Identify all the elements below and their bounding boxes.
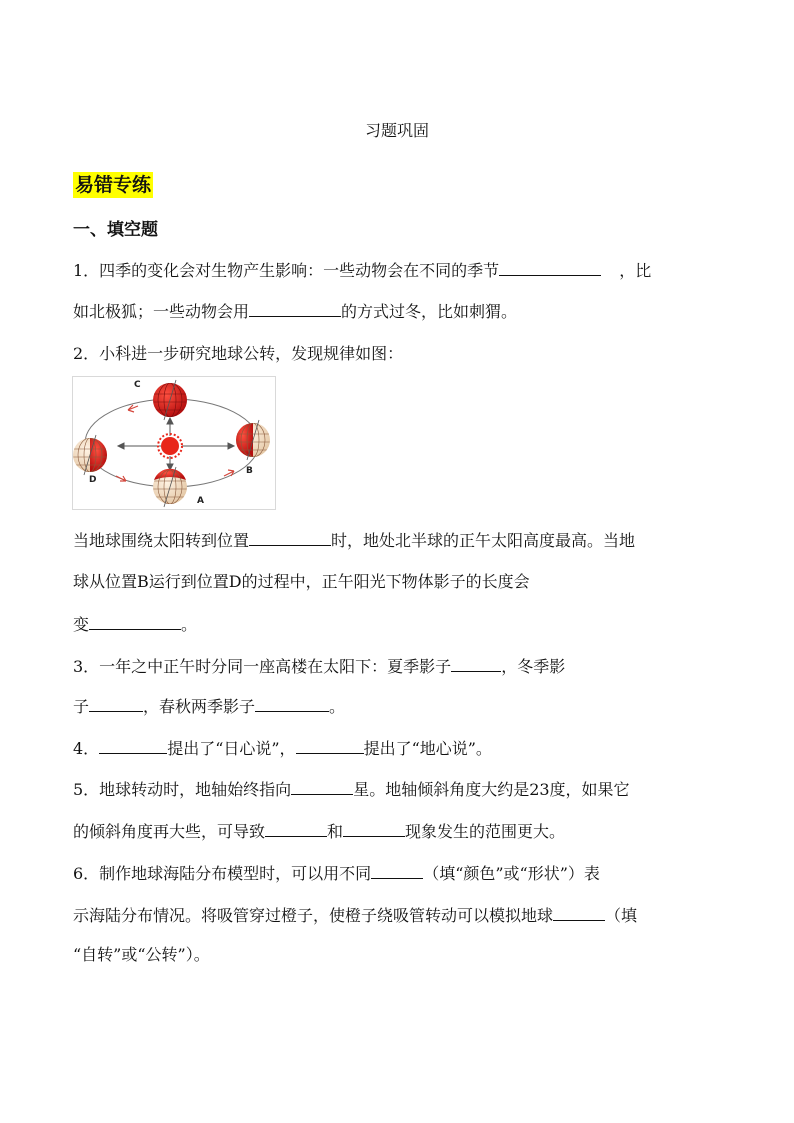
question-1-line-1 (73, 259, 651, 282)
question-text: 6．制作地球海陆分布模型时，可以用不同 (73, 864, 372, 883)
question-text: 星。地轴倾斜角度大约是23度，如果它 (353, 780, 630, 799)
question-text: 示海陆分布情况。将吸管穿过橙子，使橙子绕吸管转动可以模拟地球 (73, 906, 554, 925)
page-title: 习题巩固 (364, 121, 429, 140)
question-text: 。 (329, 697, 346, 716)
question-text: 的方式过冬，比如刺猬。 (341, 302, 518, 321)
question-text: （填“颜色”或“形状”）表 (423, 864, 600, 883)
answer-blank[interactable] (249, 529, 331, 546)
question-text: 的倾斜角度再大些，可导致 (73, 822, 266, 841)
subsection-heading: 一、填空题 (73, 220, 158, 240)
question-5-line-2 (73, 820, 565, 843)
question-4-line-1 (73, 737, 492, 760)
question-text: 现象发生的范围更大。 (405, 822, 566, 841)
answer-blank[interactable] (291, 778, 353, 795)
question-text: （填 (605, 906, 638, 925)
figure-label-b: B (246, 466, 253, 476)
question-text: 当地球围绕太阳转到位置 (73, 531, 250, 550)
question-2-line-2: 球从位置B运行到位置D的过程中，正午阳光下物体影子的长度会 (73, 572, 530, 591)
earth-orbit-figure (72, 376, 276, 510)
answer-blank[interactable] (265, 820, 327, 837)
question-text: 和 (327, 822, 344, 841)
question-text: ，比 (619, 261, 652, 280)
question-text: 1．四季的变化会对生物产生影响：一些动物会在不同的季节 (73, 261, 500, 280)
question-6-line-1 (73, 862, 600, 885)
question-2-line-1 (73, 529, 635, 552)
answer-blank[interactable] (255, 695, 329, 712)
answer-blank[interactable] (343, 820, 405, 837)
question-2-intro: 2．小科进一步研究地球公转，发现规律如图： (73, 344, 404, 363)
answer-blank[interactable] (499, 259, 601, 276)
question-3-line-1 (73, 655, 565, 678)
answer-blank[interactable] (296, 737, 364, 754)
answer-blank[interactable] (451, 655, 501, 672)
earth-orbit-diagram (72, 376, 276, 510)
answer-blank[interactable] (89, 613, 181, 630)
question-6-line-3: “自转”或“公转”）。 (73, 945, 210, 964)
question-2-line-3 (73, 613, 197, 636)
question-text: 时，地处北半球的正午太阳高度最高。当地 (331, 531, 636, 550)
question-text: 。 (181, 615, 198, 634)
answer-blank[interactable] (249, 300, 341, 317)
answer-blank[interactable] (371, 862, 423, 879)
figure-label-a: A (197, 496, 204, 506)
question-text: 4． (73, 739, 100, 758)
question-text: 如北极狐；一些动物会用 (73, 302, 250, 321)
question-text: ，冬季影 (501, 657, 566, 676)
question-text: 变 (73, 615, 90, 634)
answer-blank[interactable] (99, 737, 167, 754)
question-text: 3．一年之中正午时分同一座高楼在太阳下：夏季影子 (73, 657, 452, 676)
question-text: 提出了“日心说”， (167, 739, 296, 758)
answer-blank[interactable] (89, 695, 143, 712)
question-1-line-2 (73, 300, 517, 323)
section-heading: 易错专练 (75, 174, 152, 196)
question-5-line-1 (73, 778, 630, 801)
question-text: 子 (73, 697, 90, 716)
question-text: ，春秋两季影子 (143, 697, 256, 716)
question-text: 5．地球转动时，地轴始终指向 (73, 780, 292, 799)
figure-label-c: C (134, 380, 141, 390)
figure-label-d: D (89, 475, 97, 485)
question-6-line-2 (73, 904, 637, 927)
answer-blank[interactable] (553, 904, 605, 921)
question-3-line-2 (73, 695, 345, 718)
question-text: 提出了“地心说”。 (363, 739, 492, 758)
